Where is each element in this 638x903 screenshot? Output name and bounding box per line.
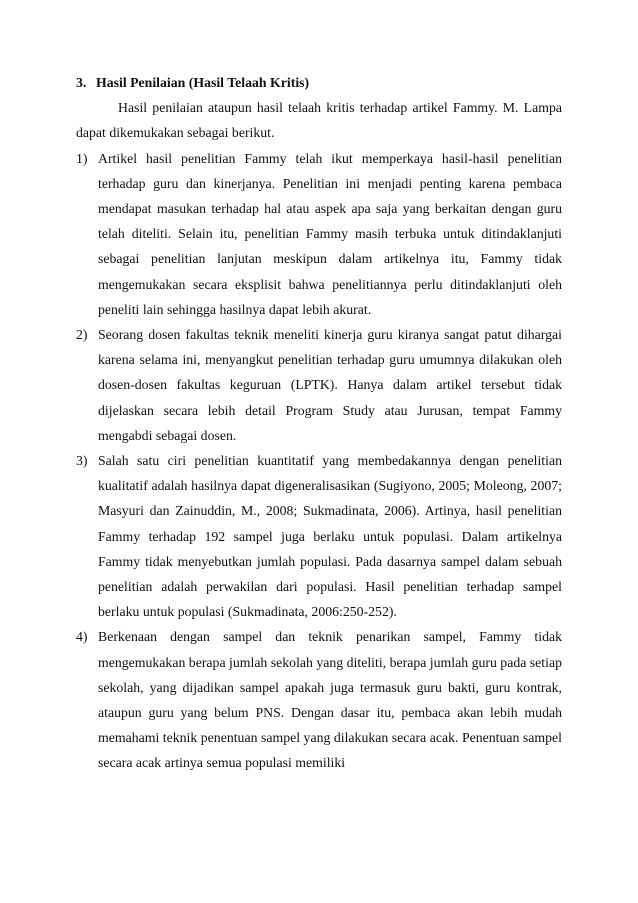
list-item-text: Berkenaan dengan sampel dan teknik penarikan sampel, Fammy tidak mengemukakan berapa jumlah sekolah yang diteliti, berapa jumlah guru pada setiap sekolah, yang dijadikan sampel apakah juga termasuk guru bakti, guru kontrak, ataupun guru yang belum PNS. Dengan dasar itu, pembaca akan lebih mudah memahami teknik penentuan sampel yang dilakukan secara acak. Penentuan sampel secara acak artinya semua populasi memiliki bbox=[98, 629, 562, 771]
list-item-marker: 2) bbox=[76, 327, 88, 343]
intro-paragraph: Hasil penilaian ataupun hasil telaah kritis terhadap artikel Fammy. M. Lampa dapat dikemukakan sebagai berikut. bbox=[76, 100, 562, 141]
list-item bbox=[76, 146, 562, 322]
section-heading bbox=[76, 70, 562, 95]
list-item bbox=[76, 624, 562, 775]
list-item-marker: 3) bbox=[76, 453, 88, 469]
list-item bbox=[76, 448, 562, 624]
page-content bbox=[76, 70, 562, 776]
list-item-marker: 4) bbox=[76, 629, 88, 645]
list-item-text: Salah satu ciri penelitian kuantitatif yang membedakannya dengan penelitian kualitatif adalah hasilnya dapat digeneralisasikan (Sugiyono, 2005; Moleong, 2007; Masyuri dan Zainuddin, M., 2008; Sukmadinata, 2006). Artinya, hasil penelitian Fammy terhadap 192 sampel juga berlaku untuk populasi. Dalam artikelnya Fammy tidak menyebutkan jumlah populasi. Pada dasarnya sampel dalam sebuah penelitian adalah perwakilan dari populasi. Hasil penelitian terhadap sampel berlaku untuk populasi (Sukmadinata, 2006:250-252). bbox=[98, 453, 562, 620]
list-item bbox=[76, 322, 562, 448]
list-item-text: Seorang dosen fakultas teknik meneliti kinerja guru kiranya sangat patut dihargai karena selama ini, menyangkut penelitian terhadap guru umumnya dilakukan oleh dosen-dosen fakultas keguruan (LPTK). Hanya dalam artikel tersebut tidak dijelaskan secara lebih detail Program Study atau Jurusan, tempat Fammy mengabdi sebagai dosen. bbox=[98, 327, 562, 443]
numbered-list bbox=[76, 146, 562, 776]
section-title: Hasil Penilaian (Hasil Telaah Kritis) bbox=[96, 75, 310, 90]
list-item-marker: 1) bbox=[76, 150, 88, 166]
list-item-text: Artikel hasil penelitian Fammy telah ikut memperkaya hasil-hasil penelitian terhadap guru dan kinerjanya. Penelitian ini menjadi penting karena pembaca mendapat masukan terhadap hal atau aspek apa saja yang berkaitan dengan guru telah diteliti. Selain itu, penelitian Fammy masih terbuka untuk ditindaklanjuti sebagai penelitian lanjutan meskipun dalam artikelnya itu, Fammy tidak mengemukakan secara eksplisit bahwa penelitiannya perlu ditindaklanjuti oleh peneliti lain sehingga hasilnya dapat lebih akurat. bbox=[98, 150, 562, 317]
section-number: 3. bbox=[76, 75, 87, 90]
